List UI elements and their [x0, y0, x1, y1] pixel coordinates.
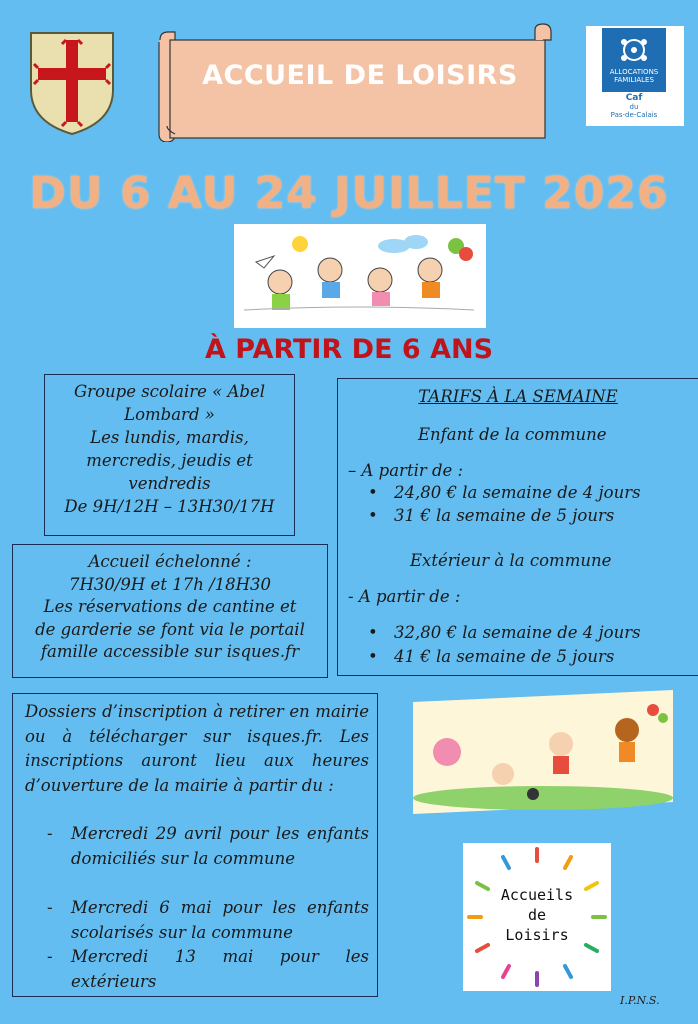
ext-from: - A partir de :	[348, 587, 461, 606]
reception-box	[12, 544, 328, 678]
ext-price-item: • 32,80 € la semaine de 4 jours	[394, 621, 641, 644]
ext-heading: Extérieur à la commune	[410, 551, 612, 570]
playing-kids-illustration	[413, 690, 673, 814]
reception-line: de garderie se font via le portail	[35, 619, 305, 639]
ext-price-item: • 41 € la semaine de 5 jours	[394, 645, 614, 668]
location-box	[44, 374, 295, 536]
badge-line3: Loisirs	[505, 926, 569, 944]
location-line: mercredis, jeudis et	[86, 451, 253, 470]
inscription-item: Mercredi 13 mai pour les extérieurs	[71, 947, 369, 991]
location-line: Les lundis, mardis,	[90, 428, 249, 447]
caf-line2: FAMILIALES	[614, 76, 654, 84]
commune-price-item: • 31 € la semaine de 5 jours	[394, 504, 614, 527]
reception-line: 7H30/9H et 17h /18H30	[68, 574, 272, 594]
inscription-intro: Dossiers d’inscription à retirer en mairie ou à télécharger sur isques.fr. Les inscriptions auront lieu aux heures d’ouverture de la mairie à partir du :	[25, 702, 369, 795]
badge-line2: de	[527, 906, 547, 924]
caf-line4: du	[629, 103, 639, 111]
caf-line5: Pas-de-Calais	[610, 111, 658, 119]
commune-from: – A partir de :	[348, 461, 464, 480]
dash-marker: -	[47, 824, 53, 843]
location-line: vendredis	[128, 474, 211, 493]
dash-marker: -	[47, 947, 53, 966]
reception-line: Accueil échelonné :	[88, 552, 252, 571]
caf-line3: Caf	[625, 93, 643, 103]
badge-line1: Accueils	[500, 886, 574, 904]
reception-line: famille accessible sur isques.fr	[40, 642, 300, 661]
location-line: De 9H/12H – 13H30/17H	[64, 497, 275, 516]
inscription-item: Mercredi 6 mai pour les enfants scolarisés sur la commune	[71, 898, 369, 942]
commune-price-item: • 24,80 € la semaine de 4 jours	[394, 481, 641, 504]
location-line: Groupe scolaire « Abel	[74, 382, 265, 401]
children-illustration	[234, 224, 486, 328]
inscription-box	[12, 693, 378, 997]
inscription-item: Mercredi 29 avril pour les enfants domiciliés sur la commune	[71, 824, 369, 868]
tarifs-title: TARIFS À LA SEMAINE	[418, 387, 618, 406]
tarifs-box	[337, 378, 698, 676]
ipns-footer: I.P.N.S.	[620, 994, 660, 1007]
crest-logo	[28, 30, 116, 136]
reception-line: Les réservations de cantine et	[43, 597, 297, 616]
commune-heading: Enfant de la commune	[418, 425, 607, 444]
caf-line1: ALLOCATIONS	[609, 68, 659, 76]
event-dates: DU 6 AU 24 JUILLET 2026	[29, 168, 669, 219]
dash-marker: -	[47, 898, 53, 917]
age-requirement: À PARTIR DE 6 ANS	[204, 334, 494, 365]
banner-title: ACCUEIL DE LOISIRS	[202, 60, 518, 91]
location-line: Lombard »	[124, 405, 215, 424]
